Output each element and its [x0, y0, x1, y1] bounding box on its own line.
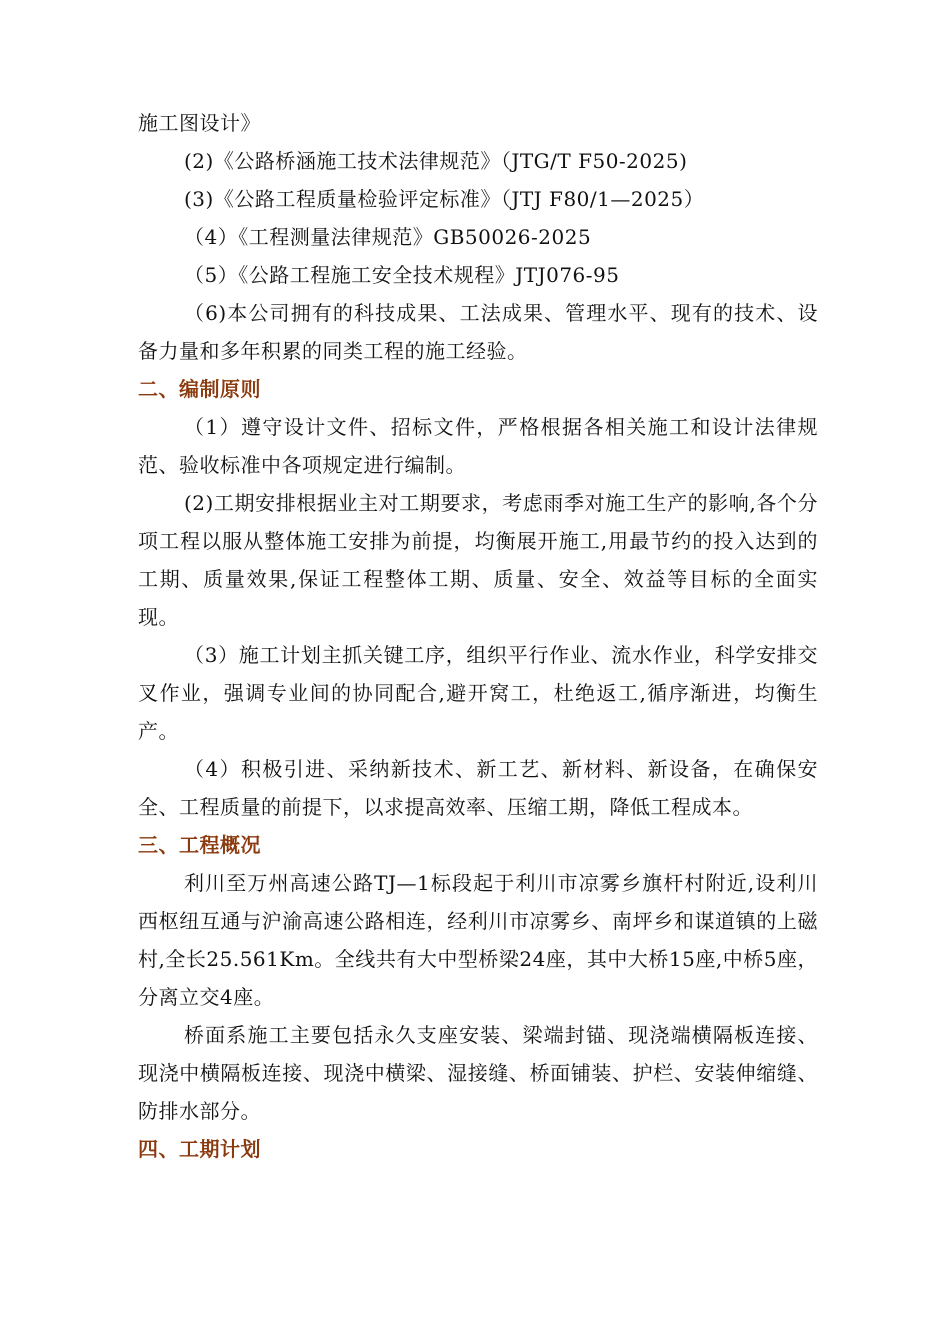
document-page — [138, 104, 818, 1168]
principle-paragraph-1: （1）遵守设计文件、招标文件，严格根据各相关施工和设计法律规范、验收标准中各项规定进行编制。 — [138, 415, 818, 477]
principle-paragraph-4: （4）积极引进、采纳新技术、新工艺、新材料、新设备，在确保安全、工程质量的前提下，以求提高效率、压缩工期，降低工程成本。 — [138, 757, 818, 819]
basis-continued-line: 施工图设计》 — [138, 111, 261, 135]
section-heading-overview: 三、工程概况 — [138, 833, 261, 857]
section-heading-principles: 二、编制原则 — [138, 377, 261, 401]
principle-paragraph-2: (2)工期安排根据业主对工期要求，考虑雨季对施工生产的影响,各个分项工程以服从整体施工安排为前提，均衡展开施工,用最节约的投入达到的工期、质量效果,保证工程整体工期、质量、安全、效益等目标的全面实现。 — [138, 491, 818, 629]
section-heading-schedule: 四、工期计划 — [138, 1137, 261, 1161]
overview-paragraph-2: 桥面系施工主要包括永久支座安装、梁端封锚、现浇端横隔板连接、现浇中横隔板连接、现浇中横梁、湿接缝、桥面铺装、护栏、安装伸缩缝、防排水部分。 — [138, 1023, 818, 1123]
basis-item-5: （5）《公路工程施工安全技术规程》JTJ076-95 — [184, 263, 620, 287]
principle-paragraph-3: （3）施工计划主抓关键工序，组织平行作业、流水作业，科学安排交叉作业，强调专业间的协同配合,避开窝工，杜绝返工,循序渐进，均衡生产。 — [138, 643, 818, 743]
basis-item-4: （4）《工程测量法律规范》GB50026-2025 — [184, 225, 592, 249]
basis-item-6: （6)本公司拥有的科技成果、工法成果、管理水平、现有的技术、设备力量和多年积累的同类工程的施工经验。 — [138, 301, 818, 363]
basis-item-2: (2)《公路桥涵施工技术法律规范》（JTG/T F50-2025) — [184, 149, 688, 173]
basis-item-3: (3)《公路工程质量检验评定标准》（JTJ F80/1—2025） — [184, 187, 705, 211]
overview-paragraph-1: 利川至万州高速公路TJ—1标段起于利川市凉雾乡旗杆村附近,设利川西枢纽互通与沪渝高速公路相连，经利川市凉雾乡、南坪乡和谋道镇的上磁村,全长25.561Km。全线共有大中型桥梁24座，其中大桥15座,中桥5座，分离立交4座。 — [138, 871, 818, 1009]
